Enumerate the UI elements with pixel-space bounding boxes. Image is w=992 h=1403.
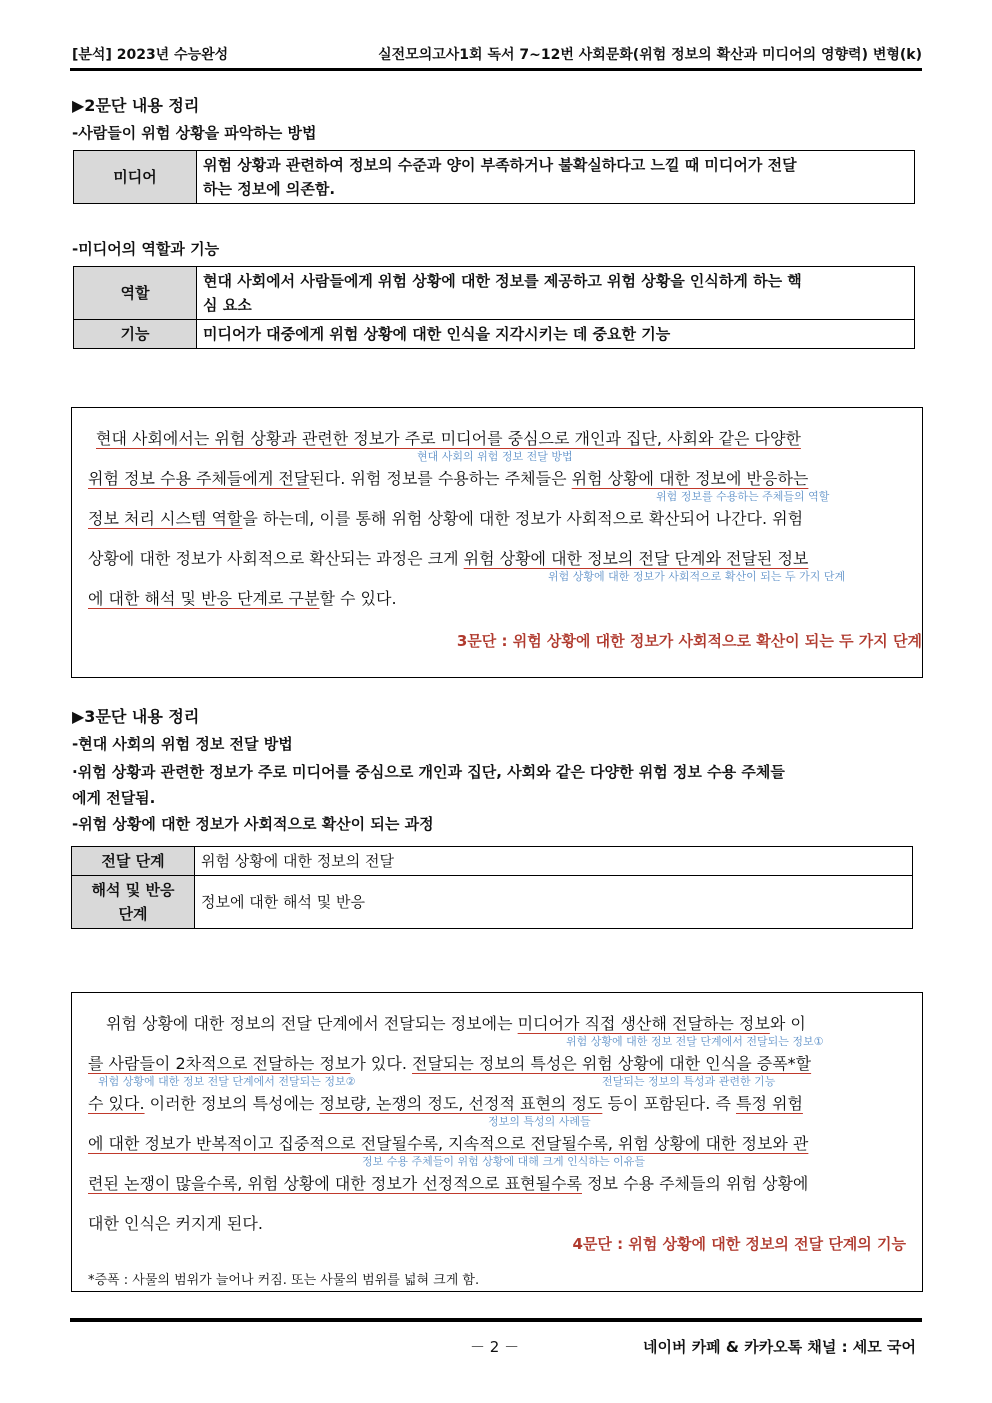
para3-line1 — [96, 426, 801, 449]
underlined-text: 련된 논쟁이 많을수록, 위험 상황에 대한 정보가 선정적으로 표현될수록 — [88, 1174, 582, 1193]
para3-summary: 3문단 : 위험 상황에 대한 정보가 사회적으로 확산이 되는 두 가지 단계 — [456, 632, 922, 650]
table-value-delivery: 위험 상황에 대한 정보의 전달 — [195, 847, 913, 876]
para4-summary: 4문단 : 위험 상황에 대한 정보의 전달 단계의 기능 — [572, 1235, 906, 1253]
para3-line4 — [88, 546, 808, 569]
table-value-role — [197, 267, 915, 320]
table-label-delivery: 전달 단계 — [72, 847, 195, 876]
plain-text: 위험 상황에 대한 정보의 전달 단계에서 전달되는 정보에는 — [106, 1014, 518, 1033]
table-value-function: 미디어가 대중에게 위험 상황에 대한 인식을 지각시키는 데 중요한 기능 — [197, 320, 915, 349]
para4-line2 — [88, 1051, 811, 1074]
para4-annotation2b: 전달되는 정보의 특성과 관련한 기능 — [602, 1075, 776, 1088]
sec2-table-role — [73, 266, 915, 349]
underlined-text: 정보량, 논쟁의 정도, 선정적 표현의 정도 — [319, 1094, 603, 1113]
header-rule — [70, 68, 922, 71]
para3-annotation4: 위험 상황에 대한 정보가 사회적으로 확산이 되는 두 가지 단계 — [548, 570, 846, 583]
table-value-interpretation: 정보에 대한 해석 및 반응 — [195, 876, 913, 929]
underlined-text: 위험 정보 수용 주체들에게 전달 — [88, 469, 310, 488]
plain-text: 정보 수용 주체들의 위험 상황에 — [582, 1174, 809, 1193]
para4-line6: 대한 인식은 커지게 된다. — [88, 1214, 263, 1233]
underlined-text: 정보 처리 시스템 역할 — [88, 509, 243, 528]
para3-line2 — [88, 466, 808, 489]
para3-line3 — [88, 506, 803, 529]
para3-annotation1: 현대 사회의 위험 정보 전달 방법 — [417, 450, 573, 463]
table-value-media — [197, 151, 915, 204]
plain-text: 상황에 대한 정보가 사회적으로 확산되는 과정은 크게 — [88, 549, 464, 568]
plain-text: 가 있다. — [350, 1054, 413, 1073]
para4-box — [71, 992, 923, 1292]
para4-line4 — [88, 1131, 808, 1154]
page-header — [72, 44, 922, 68]
para4-line5 — [88, 1171, 808, 1194]
underlined-text: 특정 위험 — [735, 1094, 803, 1113]
table-line: 위험 상황과 관련하여 정보의 수준과 양이 부족하거나 불확실하다고 느낄 때 미디어가 전달 — [203, 156, 797, 174]
table-line: 현대 사회에서 사람들에게 위험 상황에 대한 정보를 제공하고 위험 상황을 인식하게 하는 핵 — [203, 272, 802, 290]
para4-annotation4: 정보 수용 주체들이 위험 상황에 대해 크게 인식하는 이유들 — [362, 1155, 645, 1168]
para4-line3 — [88, 1091, 803, 1114]
underlined-text: 미디어가 직접 생산해 전달하는 정보 — [517, 1014, 770, 1033]
sec2-sub1: -사람들이 위험 상황을 파악하는 방법 — [72, 124, 317, 142]
plain-text: 이러한 정보의 특성에는 — [144, 1094, 320, 1113]
sec3-sub2: -위험 상황에 대한 정보가 사회적으로 확산이 되는 과정 — [72, 815, 434, 833]
table-line: 심 요소 — [203, 296, 252, 314]
plain-text: 등이 포함된다. 즉 — [602, 1094, 736, 1113]
para4-annotation2a: 위험 상황에 대한 정보 전달 단계에서 전달되는 정보② — [98, 1075, 356, 1088]
sec3-bullet-line2: 에게 전달됨. — [72, 789, 156, 807]
header-left: [분석] 2023년 수능완성 — [72, 47, 229, 63]
para3-annotation2: 위험 정보를 수용하는 주체들의 역할 — [656, 490, 830, 503]
sec3-bullet-line1: ·위험 상황과 관련한 정보가 주로 미디어를 중심으로 개인과 집단, 사회와 같은 다양한 위험 정보 수용 주체들 — [72, 763, 785, 781]
table-line: 하는 정보에 의존함. — [203, 180, 336, 198]
plain-text: 을 하는데, 이를 통해 위험 상황에 대한 정보가 사회적으로 확산되어 나간다. 위험 — [242, 509, 804, 528]
para4-line1 — [106, 1011, 806, 1034]
table-label-line: 해석 및 반응 — [91, 881, 175, 899]
table-label-media: 미디어 — [74, 151, 197, 204]
plain-text: 된다. 위험 정보를 수용하는 주체들은 — [309, 469, 572, 488]
para4-footnote: *증폭 : 사물의 범위가 늘어나 커짐. 또는 사물의 범위를 넓혀 크게 함. — [88, 1273, 480, 1288]
underlined-text: 위험 상황에 대한 정보에 반응하는 — [571, 469, 809, 488]
para4-annotation3: 정보의 특성의 사례들 — [488, 1115, 591, 1128]
footer-channel: 네이버 카페 & 카카오톡 채널 : 세모 국어 — [643, 1338, 916, 1356]
para3-line5 — [88, 586, 397, 609]
table-label-function: 기능 — [74, 320, 197, 349]
underlined-text: 를 사람들이 2차적으로 전달하는 정보 — [88, 1054, 351, 1073]
para3-box — [71, 407, 923, 678]
sec3-title: ▶3문단 내용 정리 — [72, 707, 200, 726]
page-number: － 2 － — [470, 1338, 520, 1356]
plain-text: 할 수 있다. — [319, 589, 397, 608]
table-label-role: 역할 — [74, 267, 197, 320]
underlined-text: 수 있다. — [88, 1094, 145, 1113]
header-right: 실전모의고사1회 독서 7~12번 사회문화(위험 정보의 확산과 미디어의 영향력) 변형(k) — [378, 47, 922, 63]
sec2-sub2: -미디어의 역할과 기능 — [72, 240, 220, 258]
sec3-table-stages — [71, 846, 913, 929]
underlined-text: 전달되는 정보의 특성은 위험 상황에 대한 인식을 증폭*할 — [412, 1054, 812, 1073]
underlined-text: 위험 상황에 대한 정보의 전달 단계와 전달된 정보 — [463, 549, 809, 568]
table-label-line: 단계 — [118, 905, 148, 923]
sec2-title: ▶2문단 내용 정리 — [72, 96, 200, 115]
footer-rule — [70, 1318, 922, 1322]
plain-text: 와 이 — [769, 1014, 806, 1033]
sec3-sub1: -현대 사회의 위험 정보 전달 방법 — [72, 735, 293, 753]
table-label-interpretation — [72, 876, 195, 929]
para4-annotation1: 위험 상황에 대한 정보 전달 단계에서 전달되는 정보① — [566, 1035, 824, 1048]
underlined-text: 현대 사회에서는 위험 상황과 관련한 정보가 주로 미디어를 중심으로 개인과 집단, 사회와 같은 다양한 — [96, 429, 801, 448]
sec2-table-media — [73, 150, 915, 204]
underlined-text: 에 대한 정보가 반복적이고 집중적으로 전달될수록, 지속적으로 전달될수록, 위험 상황에 대한 정보와 관 — [88, 1134, 809, 1153]
underlined-text: 에 대한 해석 및 반응 단계로 구분 — [88, 589, 320, 608]
